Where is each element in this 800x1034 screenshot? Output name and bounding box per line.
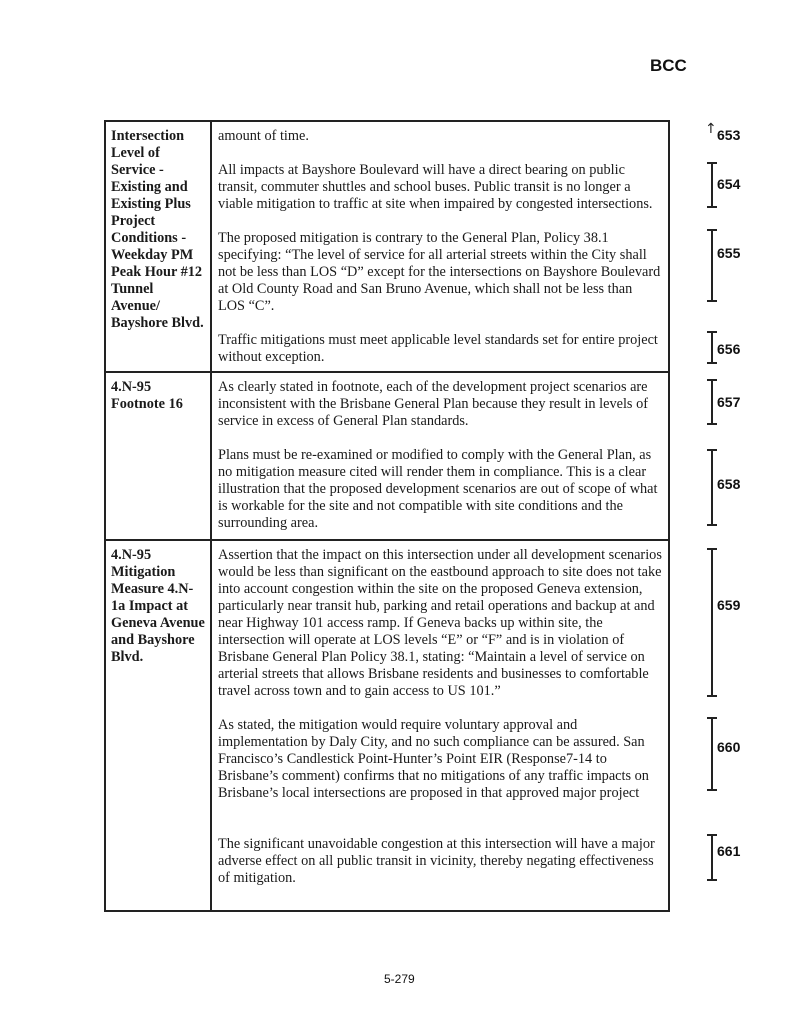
row-body [211,121,669,372]
comment-marker-label: 659 [717,597,741,613]
page-number: 5-279 [384,972,415,986]
comment-paragraph: As stated, the mitigation would require voluntary approval and implementation by Daly City, and no such compliance can be assured. San Francisco’s Candlestick Point-Hunter’s Point EIR (Response7-14 to Brisbane’s comment) confirms that no mitigations of any traffic impacts on Brisbane’s local intersections are proposed in that approved major project [218,717,649,801]
comment-paragraph: amount of time. [218,128,309,144]
row-body [211,540,669,911]
row-body [211,372,669,540]
comment-paragraph: Traffic mitigations must meet applicable level standards set for entire project without exception. [218,332,658,365]
document-code: BCC [650,56,687,75]
table-row [105,540,669,911]
comment-marker-label: 656 [717,341,741,357]
table-row [105,121,669,372]
comment-marker-label: 655 [717,245,741,261]
up-arrow-icon: ↑ [705,121,717,137]
row-label: 4.N-95 Footnote 16 [105,372,211,540]
comment-paragraph: The proposed mitigation is contrary to the General Plan, Policy 38.1 specifying: “The level of service for all arterial streets within the City shall not be less than LOS “D” except for the intersections on Bayshore Boulevard at Old County Road and San Bruno Avenue, which shall not be less than LOS “C”. [218,230,661,314]
row-label: 4.N-95 Mitigation Measure 4.N-1a Impact at Geneva Avenue and Bayshore Blvd. [105,540,211,911]
comment-marker-label: 653 [717,127,741,143]
table-row [105,372,669,540]
comment-paragraph: All impacts at Bayshore Boulevard will have a direct bearing on public transit, commuter shuttles and school buses. Public transit is no longer a viable mitigation to traffic at site when impaired by congested intersections. [218,162,653,212]
row-label: Intersection Level of Service - Existing and Existing Plus Project Conditions - Weekday PM Peak Hour #12 Tunnel Avenue/ Bayshore Blvd. [105,121,211,372]
comment-marker-label: 658 [717,476,741,492]
comment-paragraph: The significant unavoidable congestion at this intersection will have a major adverse effect on all public transit in vicinity, thereby negating effectiveness of mitigation. [218,836,655,886]
comment-marker-label: 657 [717,394,741,410]
comment-table [104,120,670,912]
comment-bracket [706,229,718,302]
comment-paragraph: Assertion that the impact on this intersection under all development scenarios would be less than significant on the eastbound approach to site does not take into account congestion within the site on the proposed Geneva extension, particularly near transit hub, parking and retail operations and backup at and near Highway 101 access ramp. If Geneva backs up within site, the intersection will operate at LOS levels “E” or “F” and is in violation of Brisbane General Plan Policy 38.1, stating: “Maintain a level of service on arterial streets that allows Brisbane residents and businesses to comfortable travel across town and to gain access to US 101.” [218,547,662,699]
comment-marker-label: 660 [717,739,741,755]
comment-paragraph: As clearly stated in footnote, each of the development project scenarios are inconsistent with the Brisbane General Plan because they result in levels of service in excess of General Plan standards. [218,379,648,429]
comment-paragraph: Plans must be re-examined or modified to comply with the General Plan, as no mitigation measure cited will render them in compliance. This is a clear illustration that the proposed development scenarios are out of scope of what is workable for the site and not compatible with site conditions and the surrounding area. [218,447,658,531]
comment-bracket [706,548,718,697]
comment-marker-label: 654 [717,176,741,192]
comment-marker-label: 661 [717,843,741,859]
